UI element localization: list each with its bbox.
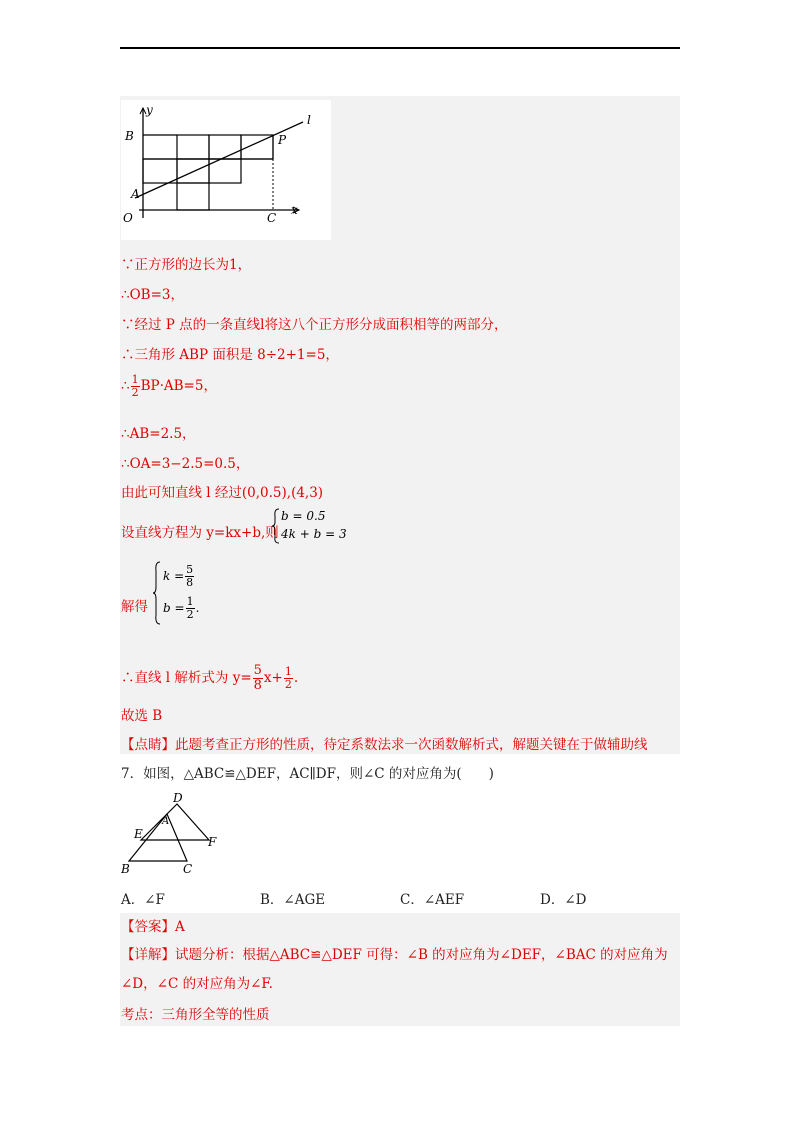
question-7-stem: 7．如图，△ABC≌△DEF，AC∥DF，则∠C 的对应角为( ) [121,766,494,782]
solve-result [121,560,241,626]
option-d: D．∠D [540,892,587,908]
solution-line-12: 故选 B [121,708,163,724]
triangle-figure [121,790,221,876]
label-l: l [307,113,311,127]
label-B: B [121,862,130,876]
label-F: F [208,835,217,849]
triangle-figure-svg [121,790,221,876]
label-O: O [123,211,133,225]
label-E: E [134,827,143,841]
label-C: C [267,211,277,225]
solution-line-7: ∴OA=3−2.5=0.5， [121,456,250,472]
solution-line-1: ∵正方形的边长为1， [121,257,252,273]
detail-line-1: 【详解】试题分析：根据△ABC≌△DEF 可得：∠B 的对应角为∠DEF，∠BAC 的对应角为 [121,947,668,963]
label-x: x [291,203,298,217]
solution-line-4: ∴三角形 ABP 面积是 8÷2+1=5， [121,347,339,363]
solve-label: 解得 [121,599,148,615]
brace-icon-2 [152,561,162,625]
solution-line-11: ∴直线 l 解析式为 y= $\frac{5}{8}$ x+ $\frac{1}{2}$ . [121,663,299,693]
label-y: y [146,103,153,117]
solution-line-8: 由此可知直线 l 经过(0,0.5),(4,3) [121,485,324,501]
option-a: A．∠F [121,892,165,908]
answer-label: 【答案】A [121,919,185,935]
label-C: C [183,862,193,876]
eq-1: b = 0.5 [281,509,326,523]
kaodian-line: 考点：三角形全等的性质 [121,1007,270,1023]
solution-line-5: ∴ $\frac{1}{2}$ BP·AB=5， [121,373,217,399]
solve-k: k = $\frac{5}{8}$ [163,563,194,589]
label-P: P [278,133,287,147]
header-rule [120,47,680,49]
solution-line-2: ∴OB=3， [121,287,184,303]
dianjing-line: 【点睛】此题考查正方形的性质，待定系数法求一次函数解析式，解题关键在于做辅助线 [121,737,648,753]
label-A: A [162,816,170,827]
option-b: B．∠AGE [260,892,326,908]
detail-line-2: ∠D，∠C 的对应角为∠F. [121,976,273,992]
brace-icon [271,508,281,544]
solve-b: b = $\frac{1}{2}$ . [163,595,200,621]
solution-line-6: ∴AB=2.5， [121,426,196,442]
option-c: C．∠AEF [400,892,465,908]
grid-figure-svg [121,100,331,240]
solution-line-9: 设直线方程为 y=kx+b,则 [121,525,279,541]
grid-figure [121,100,331,240]
system-equations [271,508,351,544]
label-D: D [173,791,183,805]
solution-line-3: ∵经过 P 点的一条直线l将这八个正方形分成面积相等的两部分， [121,317,508,333]
label-B: B [125,129,134,143]
label-A: A [131,187,140,201]
eq-2: 4k + b = 3 [281,527,347,541]
